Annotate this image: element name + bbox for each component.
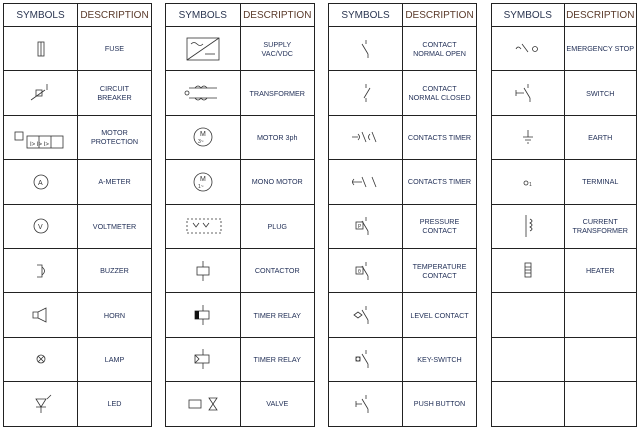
description-cell: [240, 160, 315, 204]
table-row: [329, 204, 477, 248]
description-cell: [240, 27, 315, 71]
contactor-icon: [173, 256, 233, 286]
description-label: LAMP: [104, 354, 125, 364]
table-row: [329, 160, 477, 204]
description-cell: [403, 293, 477, 337]
level-contact-icon: [336, 300, 396, 330]
description-label: LEVEL CONTACT: [410, 310, 469, 320]
description-cell: [564, 337, 637, 381]
ammeter-icon: [11, 167, 71, 197]
symbol-cell: [4, 71, 78, 115]
earth-icon: [498, 122, 558, 152]
symbols-header: SYMBOLS: [4, 4, 78, 27]
plug-icon: [173, 211, 233, 241]
svg-text:M: M: [199, 131, 206, 139]
table-row: [329, 115, 477, 159]
table-row: [492, 293, 637, 337]
description-label: CONTACTS TIMER: [407, 132, 472, 142]
description-cell: [403, 204, 477, 248]
symbol-cell: [329, 248, 403, 292]
description-label: CONTACT NORMAL OPEN: [413, 39, 466, 58]
symbol-cell: [4, 337, 78, 381]
symbol-cell: [329, 115, 403, 159]
buzzer-icon: [11, 256, 71, 286]
description-cell: [564, 382, 637, 426]
supply-icon: [173, 34, 233, 64]
symbol-cell: [329, 337, 403, 381]
symbol-cell: [329, 382, 403, 426]
table-row: [166, 71, 315, 115]
table-row: [329, 382, 477, 426]
table-row: [4, 27, 152, 71]
contact-nc-icon: [336, 78, 396, 108]
table-row: [492, 337, 637, 381]
description-label: BUZZER: [100, 266, 129, 276]
switch-icon: [498, 78, 558, 108]
description-label: EMERGENCY STOP: [566, 44, 635, 54]
symbol-cell: [166, 248, 241, 292]
description-cell: [564, 160, 637, 204]
table-row: [4, 115, 152, 159]
symbol-cell: [492, 337, 565, 381]
led-icon: [11, 389, 71, 419]
description-header: DESCRIPTION: [403, 4, 477, 27]
description-label: HEATER: [585, 266, 615, 276]
symbol-cell: [166, 293, 241, 337]
table-row: [492, 204, 637, 248]
table-row: [166, 382, 315, 426]
symbols-header: SYMBOLS: [166, 4, 241, 27]
table-row: [166, 27, 315, 71]
table-row: [492, 115, 637, 159]
table-row: [4, 337, 152, 381]
table-row: [166, 248, 315, 292]
description-cell: [78, 204, 152, 248]
description-label: PLUG: [267, 221, 288, 231]
push-button-icon: [336, 389, 396, 419]
symbol-cell: [329, 293, 403, 337]
symbols-table-4: [491, 3, 637, 427]
description-cell: [78, 337, 152, 381]
description-label: KEY-SWITCH: [417, 354, 462, 364]
symbol-cell: [166, 27, 241, 71]
table-row: [329, 71, 477, 115]
description-label: LED: [107, 399, 122, 409]
table-row: [4, 160, 152, 204]
description-label: TRANSFORMER: [249, 88, 305, 98]
table-row: [4, 204, 152, 248]
description-cell: [78, 160, 152, 204]
svg-text:P: P: [357, 224, 361, 231]
contacts-timer-2-icon: [336, 167, 396, 197]
description-label: TERMINAL: [582, 177, 619, 187]
symbol-cell: [166, 382, 241, 426]
contact-no-icon: [336, 34, 396, 64]
description-label: VOLTMETER: [92, 221, 137, 231]
description-cell: [240, 248, 315, 292]
description-label: TIMER RELAY: [253, 310, 301, 320]
symbols-header: SYMBOLS: [329, 4, 403, 27]
description-label: EARTH: [588, 132, 613, 142]
description-label: FUSE: [104, 44, 125, 54]
table-row: [492, 382, 637, 426]
description-cell: [78, 382, 152, 426]
description-label: CIRCUIT BREAKER: [97, 84, 132, 103]
description-cell: [240, 337, 315, 381]
description-label: A-METER: [98, 177, 131, 187]
description-label: MONO MOTOR: [251, 177, 303, 187]
table-row: [492, 248, 637, 292]
table-row: [4, 71, 152, 115]
description-cell: [564, 293, 637, 337]
description-label: PUSH BUTTON: [413, 399, 466, 409]
svg-text:θ: θ: [357, 268, 361, 275]
svg-text:1: 1: [528, 181, 532, 188]
description-cell: [240, 293, 315, 337]
mono-motor-icon: [173, 167, 233, 197]
valve-icon: [173, 389, 233, 419]
symbol-cell: [329, 71, 403, 115]
symbol-cell: [4, 115, 78, 159]
symbol-cell: [492, 248, 565, 292]
symbol-cell: [492, 71, 565, 115]
description-cell: [403, 27, 477, 71]
table-row: [329, 248, 477, 292]
contacts-timer-icon: [336, 122, 396, 152]
description-label: SUPPLY VAC/VDC: [261, 39, 293, 58]
description-label: PRESSURE CONTACT: [419, 217, 460, 236]
table-row: [329, 27, 477, 71]
symbol-cell: [4, 204, 78, 248]
description-cell: [240, 71, 315, 115]
table-row: [166, 204, 315, 248]
symbol-cell: [166, 337, 241, 381]
description-label: MOTOR PROTECTION: [90, 128, 139, 147]
description-cell: [403, 160, 477, 204]
symbols-table-3: [328, 3, 477, 427]
table-row: [166, 115, 315, 159]
svg-text:M: M: [199, 175, 206, 183]
description-cell: [403, 382, 477, 426]
symbol-cell: [4, 160, 78, 204]
table-row: [329, 293, 477, 337]
description-header: DESCRIPTION: [564, 4, 637, 27]
symbol-cell: [492, 204, 565, 248]
description-cell: [78, 71, 152, 115]
transformer-icon: [173, 78, 233, 108]
table-row: [329, 337, 477, 381]
description-cell: [78, 248, 152, 292]
description-label: TIMER RELAY: [253, 354, 301, 364]
description-cell: [403, 248, 477, 292]
temperature-contact-icon: [336, 256, 396, 286]
description-cell: [78, 293, 152, 337]
table-row: [492, 71, 637, 115]
lamp-icon: [11, 344, 71, 374]
description-cell: [403, 337, 477, 381]
description-cell: [240, 204, 315, 248]
motor-protection-icon: [11, 122, 71, 152]
table-row: [4, 248, 152, 292]
description-cell: [240, 115, 315, 159]
description-label: MOTOR 3ph: [256, 132, 298, 142]
description-label: TEMPERATURE CONTACT: [412, 261, 467, 280]
motor-3ph-icon: [173, 122, 233, 152]
table-row: [166, 293, 315, 337]
description-cell: [240, 382, 315, 426]
table-row: [166, 337, 315, 381]
symbol-cell: [329, 204, 403, 248]
description-cell: [78, 27, 152, 71]
symbol-cell: [166, 115, 241, 159]
table-row: [492, 160, 637, 204]
symbol-cell: [166, 160, 241, 204]
description-cell: [403, 115, 477, 159]
description-cell: [564, 71, 637, 115]
description-label: CURRENT TRANSFORMER: [572, 217, 628, 236]
table-row: [4, 293, 152, 337]
heater-icon: [498, 256, 558, 286]
symbol-cell: [492, 382, 565, 426]
svg-text:I> I> I>: I> I> I>: [29, 142, 49, 149]
description-label: CONTACTS TIMER: [407, 177, 472, 187]
symbols-table-1: [3, 3, 152, 427]
circuit-breaker-icon: [11, 78, 71, 108]
description-label: CONTACTOR: [254, 266, 300, 276]
horn-icon: [11, 300, 71, 330]
terminal-icon: [498, 167, 558, 197]
svg-text:V: V: [37, 224, 43, 232]
description-cell: [403, 71, 477, 115]
current-transformer-icon: [498, 211, 558, 241]
table-row: [492, 27, 637, 71]
description-label: VALVE: [266, 399, 289, 409]
symbol-cell: [4, 382, 78, 426]
description-label: CONTACT NORMAL CLOSED: [408, 84, 471, 103]
symbols-header: SYMBOLS: [492, 4, 565, 27]
timer-relay-icon: [173, 300, 233, 330]
symbol-cell: [4, 293, 78, 337]
symbols-table-2: [165, 3, 315, 427]
description-cell: [564, 115, 637, 159]
table-row: [166, 160, 315, 204]
description-cell: [564, 27, 637, 71]
svg-text:3~: 3~: [197, 139, 204, 146]
svg-text:A: A: [37, 179, 43, 187]
table-row: [4, 382, 152, 426]
fuse-icon: [11, 34, 71, 64]
symbol-cell: [492, 293, 565, 337]
description-header: DESCRIPTION: [78, 4, 152, 27]
description-cell: [78, 115, 152, 159]
voltmeter-icon: [11, 211, 71, 241]
symbol-cell: [166, 71, 241, 115]
description-label: HORN: [103, 310, 126, 320]
description-cell: [564, 248, 637, 292]
timer-relay-2-icon: [173, 344, 233, 374]
emergency-stop-icon: [498, 34, 558, 64]
symbol-cell: [4, 27, 78, 71]
symbol-cell: [492, 27, 565, 71]
symbol-cell: [329, 160, 403, 204]
description-header: DESCRIPTION: [240, 4, 315, 27]
symbol-cell: [166, 204, 241, 248]
svg-text:1~: 1~: [197, 183, 204, 190]
symbol-cell: [4, 248, 78, 292]
key-switch-icon: [336, 344, 396, 374]
description-cell: [564, 204, 637, 248]
symbol-cell: [492, 160, 565, 204]
pressure-contact-icon: [336, 211, 396, 241]
symbol-cell: [329, 27, 403, 71]
description-label: SWITCH: [586, 88, 615, 98]
symbol-cell: [492, 115, 565, 159]
